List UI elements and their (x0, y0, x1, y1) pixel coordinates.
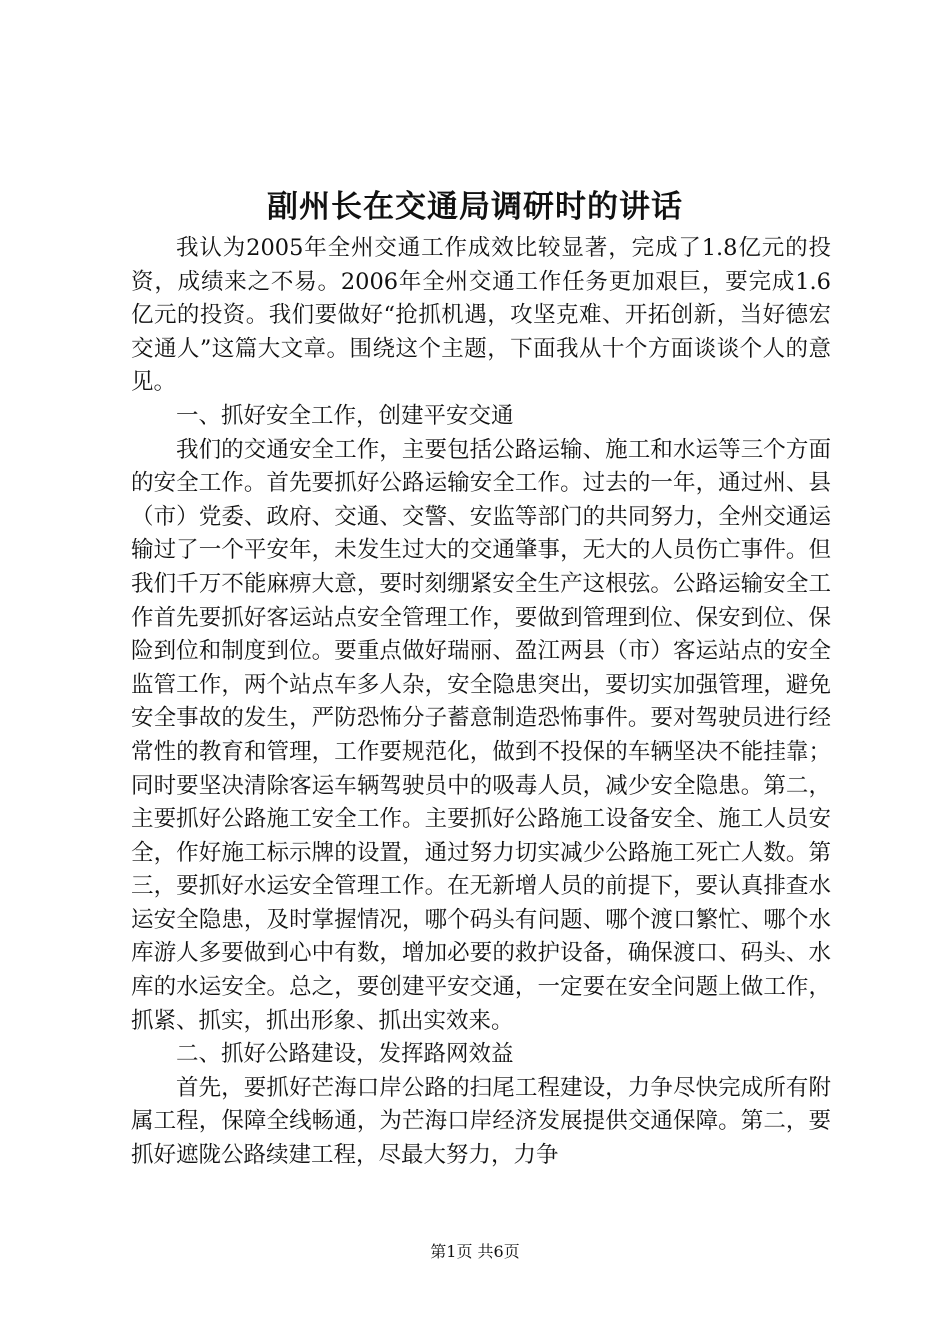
section-heading-1: 一、抓好安全工作，创建平安交通 (176, 402, 514, 429)
document-title: 副州长在交通局调研时的讲话 (267, 189, 683, 225)
document-body (131, 232, 831, 1173)
paragraph-intro: 我认为2005年全州交通工作成效比较显著，完成了1.8亿元的投资，成绩来之不易。2006年全州交通工作任务更加艰巨，要完成1.6亿元的投资。我们要做好“抢抓机遇，攻坚克难、开拓创新，当好德宏交通人”这篇大文章。围绕这个主题，下面我从十个方面谈谈个人的意见。 (131, 235, 831, 396)
paragraph-road-construction: 首先，要抓好芒海口岸公路的扫尾工程建设，力争尽快完成所有附属工程，保障全线畅通，为芒海口岸经济发展提供交通保障。第二，要抓好遮陇公路续建工程，尽最大努力，力争 (131, 1074, 831, 1169)
page-number-footer: 第1页 共6页 (430, 1242, 520, 1261)
section-heading-2: 二、抓好公路建设，发挥路网效益 (176, 1041, 514, 1068)
paragraph-safety: 我们的交通安全工作，主要包括公路运输、施工和水运等三个方面的安全工作。首先要抓好公路运输安全工作。过去的一年，通过州、县（市）党委、政府、交通、交警、安监等部门的共同努力，全州交通运输过了一个平安年，未发生过大的交通肇事，无大的人员伤亡事件。但我们千万不能麻痹大意，要时刻绷紧安全生产这根弦。公路运输安全工作首先要抓好客运站点安全管理工作，要做到管理到位、保安到位、保险到位和制度到位。要重点做好瑞丽、盈江两县（市）客运站点的安全监管工作，两个站点车多人杂，安全隐患突出，要切实加强管理，避免安全事故的发生，严防恐怖分子蓄意制造恐怖事件。要对驾驶员进行经常性的教育和管理，工作要规范化，做到不投保的车辆坚决不能挂靠；同时要坚决清除客运车辆驾驶员中的吸毒人员，减少安全隐患。第二，主要抓好公路施工安全工作。主要抓好公路施工设备安全、施工人员安全，作好施工标示牌的设置，通过努力切实减少公路施工死亡人数。第三，要抓好水运安全管理工作。在无新增人员的前提下，要认真排查水运安全隐患，及时掌握情况，哪个码头有问题、哪个渡口繁忙、哪个水库游人多要做到心中有数，增加必要的救护设备，确保渡口、码头、水库的水运安全。总之，要创建平安交通，一定要在安全问题上做工作，抓紧、抓实，抓出形象、抓出实效来。 (131, 436, 831, 1034)
